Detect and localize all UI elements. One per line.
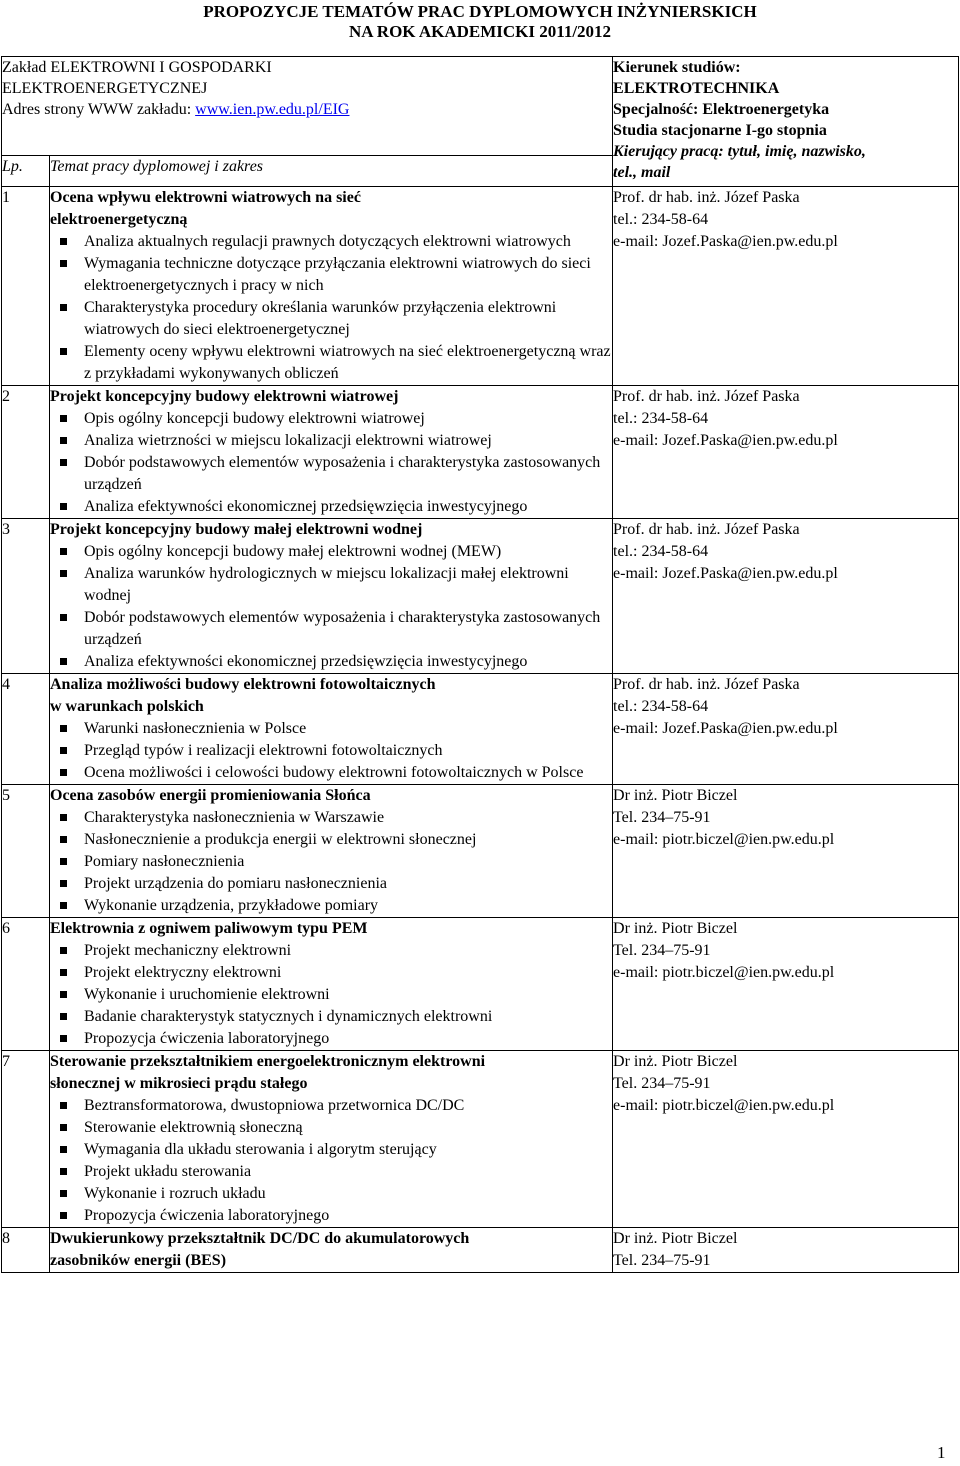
- supervisor-name: Dr inż. Piotr Biczel: [613, 1053, 738, 1070]
- scope-item: Ocena możliwości i celowości budowy elektrowni fotowoltaicznych w Polsce: [84, 762, 612, 784]
- supervisor-phone: Tel. 234–75-91: [613, 809, 711, 826]
- scope-item: Przegląd typów i realizacji elektrowni fotowoltaicznych: [84, 740, 612, 762]
- program-line4: Studia stacjonarne I-go stopnia: [613, 122, 827, 139]
- scope-item: Wymagania techniczne dotyczące przyłączania elektrowni wiatrowych do sieci elektroenergetycznych i pracy w nich: [84, 253, 612, 297]
- department-row: [2, 57, 959, 156]
- supervisor-name: Prof. dr hab. inż. Józef Paska: [613, 189, 800, 206]
- title-line-2: NA ROK AKADEMICKI 2011/2012: [348, 22, 612, 41]
- supervisor-cell: [613, 519, 959, 674]
- scope-item: Propozycja ćwiczenia laboratoryjnego: [84, 1205, 612, 1227]
- topic-row: [2, 674, 959, 785]
- topic-scope-list: [50, 807, 612, 917]
- department-name-line2: ELEKTROENERGETYCZNEJ: [2, 80, 208, 97]
- program-line3: Specjalność: Elektroenergetyka: [613, 101, 830, 118]
- topic-number: 3: [2, 519, 50, 674]
- scope-item: Beztransformatorowa, dwustopniowa przetwornica DC/DC: [84, 1095, 612, 1117]
- scope-item: Projekt elektryczny elektrowni: [84, 962, 612, 984]
- topic-title: Ocena wpływu elektrowni wiatrowych na sieć: [50, 189, 361, 206]
- topic-cell: [50, 519, 613, 674]
- scope-item: Propozycja ćwiczenia laboratoryjnego: [84, 1028, 612, 1050]
- scope-item: Analiza efektywności ekonomicznej przedsięwzięcia inwestycyjnego: [84, 651, 612, 673]
- topic-number: 4: [2, 674, 50, 785]
- lp-header: Lp.: [2, 156, 50, 187]
- scope-item: Analiza efektywności ekonomicznej przedsięwzięcia inwestycyjnego: [84, 496, 612, 518]
- scope-item: Pomiary nasłonecznienia: [84, 851, 612, 873]
- topic-row: [2, 1051, 959, 1228]
- topic-header: Temat pracy dyplomowej i zakres: [50, 156, 613, 187]
- scope-item: Projekt układu sterowania: [84, 1161, 612, 1183]
- topic-row: [2, 187, 959, 386]
- supervisor-name: Dr inż. Piotr Biczel: [613, 787, 738, 804]
- supervisor-phone: tel.: 234-58-64: [613, 211, 709, 228]
- topic-row: [2, 785, 959, 918]
- page-number: 1: [937, 1443, 946, 1462]
- topic-title: Sterowanie przekształtnikiem energoelektronicznym elektrowni: [50, 1053, 486, 1070]
- topic-number: 8: [2, 1228, 50, 1273]
- topic-title: elektroenergetyczną: [50, 211, 188, 228]
- scope-item: Projekt mechaniczny elektrowni: [84, 940, 612, 962]
- supervisor-phone: tel.: 234-58-64: [613, 410, 709, 427]
- supervisor-email[interactable]: e-mail: Jozef.Paska@ien.pw.edu.pl: [613, 233, 838, 250]
- scope-item: Elementy oceny wpływu elektrowni wiatrowych na sieć elektroenergetyczną wraz z przykładami wykonywanych obliczeń: [84, 341, 612, 385]
- topic-row: [2, 918, 959, 1051]
- topic-scope-list: [50, 231, 612, 385]
- program-line1: Kierunek studiów:: [613, 59, 741, 76]
- supervisor-name: Prof. dr hab. inż. Józef Paska: [613, 521, 800, 538]
- supervisor-phone: Tel. 234–75-91: [613, 942, 711, 959]
- topic-cell: [50, 1228, 613, 1273]
- topic-scope-list: [50, 408, 612, 518]
- scope-item: Projekt urządzenia do pomiaru nasłonecznienia: [84, 873, 612, 895]
- supervisor-email[interactable]: e-mail: Jozef.Paska@ien.pw.edu.pl: [613, 720, 838, 737]
- supervisor-cell: [613, 386, 959, 519]
- topic-number: 1: [2, 187, 50, 386]
- topic-scope-list: [50, 718, 612, 784]
- scope-item: Opis ogólny koncepcji budowy małej elektrowni wodnej (MEW): [84, 541, 612, 563]
- supervisor-name: Prof. dr hab. inż. Józef Paska: [613, 388, 800, 405]
- topic-title: słonecznej w mikrosieci prądu stałego: [50, 1075, 308, 1092]
- supervisor-phone: tel.: 234-58-64: [613, 543, 709, 560]
- scope-item: Analiza wietrzności w miejscu lokalizacji elektrowni wiatrowej: [84, 430, 612, 452]
- supervisor-cell: [613, 674, 959, 785]
- topic-title: Projekt koncepcyjny budowy elektrowni wiatrowej: [50, 388, 399, 405]
- scope-item: Warunki nasłonecznienia w Polsce: [84, 718, 612, 740]
- topic-cell: [50, 918, 613, 1051]
- scope-item: Badanie charakterystyk statycznych i dynamicznych elektrowni: [84, 1006, 612, 1028]
- supervisor-cell: [613, 187, 959, 386]
- program-line2: ELEKTROTECHNIKA: [613, 80, 780, 97]
- supervisor-cell: [613, 785, 959, 918]
- topic-number: 6: [2, 918, 50, 1051]
- department-cell: [2, 57, 613, 156]
- department-name-line1: Zakład ELEKTROWNI I GOSPODARKI: [2, 59, 272, 76]
- topic-cell: [50, 187, 613, 386]
- scope-item: Analiza warunków hydrologicznych w miejscu lokalizacji małej elektrowni wodnej: [84, 563, 612, 607]
- supervisor-phone: tel.: 234-58-64: [613, 698, 709, 715]
- topic-number: 5: [2, 785, 50, 918]
- topic-title: w warunkach polskich: [50, 698, 204, 715]
- topic-title: Analiza możliwości budowy elektrowni fotowoltaicznych: [50, 676, 436, 693]
- topic-scope-list: [50, 1095, 612, 1227]
- topic-title: Elektrownia z ogniwem paliwowym typu PEM: [50, 920, 368, 937]
- scope-item: Wymagania dla układu sterowania i algorytm sterujący: [84, 1139, 612, 1161]
- topic-title: Dwukierunkowy przekształtnik DC/DC do akumulatorowych: [50, 1230, 470, 1247]
- supervisor-header-line1: Kierujący pracą: tytuł, imię, nazwisko,: [613, 143, 866, 160]
- scope-item: Opis ogólny koncepcji budowy elektrowni wiatrowej: [84, 408, 612, 430]
- supervisor-email[interactable]: e-mail: Jozef.Paska@ien.pw.edu.pl: [613, 565, 838, 582]
- scope-item: Nasłonecznienie a produkcja energii w elektrowni słonecznej: [84, 829, 612, 851]
- scope-item: Dobór podstawowych elementów wyposażenia i charakterystyka zastosowanych urządzeń: [84, 452, 612, 496]
- scope-item: Charakterystyka procedury określania warunków przyłączenia elektrowni wiatrowych do sieci elektroenergetycznej: [84, 297, 612, 341]
- document-title: [0, 2, 960, 42]
- supervisor-name: Prof. dr hab. inż. Józef Paska: [613, 676, 800, 693]
- supervisor-cell: [613, 918, 959, 1051]
- title-line-1: PROPOZYCJE TEMATÓW PRAC DYPLOMOWYCH INŻYNIERSKICH: [203, 2, 757, 21]
- supervisor-email[interactable]: e-mail: piotr.biczel@ien.pw.edu.pl: [613, 1097, 835, 1114]
- scope-item: Wykonanie urządzenia, przykładowe pomiary: [84, 895, 612, 917]
- scope-item: Charakterystyka nasłonecznienia w Warszawie: [84, 807, 612, 829]
- topic-number: 2: [2, 386, 50, 519]
- scope-item: Analiza aktualnych regulacji prawnych dotyczących elektrowni wiatrowych: [84, 231, 612, 253]
- supervisor-cell: [613, 1051, 959, 1228]
- supervisor-name: Dr inż. Piotr Biczel: [613, 1230, 738, 1247]
- supervisor-header-line2: tel., mail: [613, 164, 671, 181]
- scope-item: Wykonanie i uruchomienie elektrowni: [84, 984, 612, 1006]
- topic-cell: [50, 674, 613, 785]
- topic-row: [2, 1228, 959, 1273]
- topic-scope-list: [50, 541, 612, 673]
- topic-cell: [50, 386, 613, 519]
- topic-title: Projekt koncepcyjny budowy małej elektrowni wodnej: [50, 521, 423, 538]
- department-www: [2, 99, 612, 120]
- topic-row: [2, 386, 959, 519]
- topic-row: [2, 519, 959, 674]
- topic-cell: [50, 1051, 613, 1228]
- department-www-link[interactable]: www.ien.pw.edu.pl/EIG: [195, 101, 350, 118]
- supervisor-phone: Tel. 234–75-91: [613, 1252, 711, 1269]
- topic-scope-list: [50, 940, 612, 1050]
- supervisor-cell: [613, 1228, 959, 1273]
- scope-item: Dobór podstawowych elementów wyposażenia i charakterystyka zastosowanych urządzeń: [84, 607, 612, 651]
- scope-item: Wykonanie i rozruch układu: [84, 1183, 612, 1205]
- scope-item: Sterowanie elektrownią słoneczną: [84, 1117, 612, 1139]
- supervisor-email[interactable]: e-mail: piotr.biczel@ien.pw.edu.pl: [613, 831, 835, 848]
- topic-cell: [50, 785, 613, 918]
- topic-number: 7: [2, 1051, 50, 1228]
- supervisor-name: Dr inż. Piotr Biczel: [613, 920, 738, 937]
- topic-title: zasobników energii (BES): [50, 1252, 227, 1269]
- topics-table: [1, 56, 959, 1273]
- supervisor-phone: Tel. 234–75-91: [613, 1075, 711, 1092]
- program-cell: [613, 57, 959, 187]
- supervisor-email[interactable]: e-mail: piotr.biczel@ien.pw.edu.pl: [613, 964, 835, 981]
- topic-title: Ocena zasobów energii promieniowania Słońca: [50, 787, 371, 804]
- supervisor-email[interactable]: e-mail: Jozef.Paska@ien.pw.edu.pl: [613, 432, 838, 449]
- www-label: Adres strony WWW zakładu:: [2, 101, 192, 118]
